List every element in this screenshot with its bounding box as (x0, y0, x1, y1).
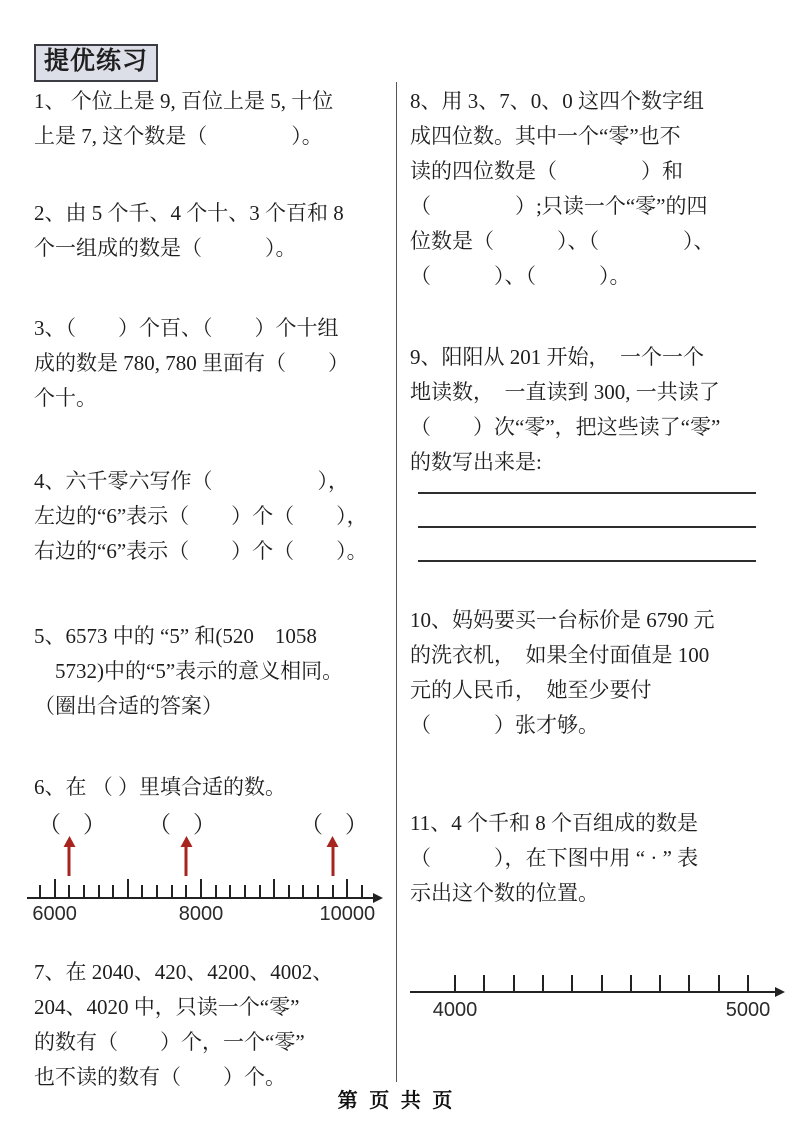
question-9-line-3: （ ）次“零”，把这些读了“零” (410, 415, 721, 439)
question-1-line-2: 上是 7, 这个数是（ ）。 (34, 124, 323, 148)
numberline-tick (483, 975, 485, 993)
numberline-tick (244, 885, 246, 899)
red-arrow-shaft (185, 847, 188, 876)
question-3-line-1: 3、（ ）个百、（ ）个十组 (34, 316, 339, 340)
numberline-tick (68, 885, 70, 899)
bracket-close: ） (193, 811, 216, 837)
question-11-line-2: （ ），在下图中用 “ · ” 表 (410, 846, 699, 870)
question-5-line-1: 5、6573 中的 “5” 和(520 1058 (34, 624, 317, 648)
question-5-line-3: （圈出合适的答案） (34, 694, 223, 718)
bracket-open: （ (300, 811, 323, 837)
question-7-line-4: 也不读的数有（ ）个。 (34, 1065, 286, 1089)
question-10-line-3: 元的人民币， 她至少要付 (410, 678, 652, 702)
question-7 (34, 955, 333, 1095)
numberline-axis (410, 991, 777, 993)
question-11-line-3: 示出这个数的位置。 (410, 881, 599, 905)
numberline-tick (273, 879, 275, 899)
question-9-line-2: 地读数， 一直读到 300, 一共读了 (410, 380, 720, 404)
numberline-label: 6000 (32, 903, 77, 925)
numberline-tick (141, 885, 143, 899)
question-5-line-2: 5732)中的“5”表示的意义相同。 (34, 659, 344, 683)
numberline-tick (454, 975, 456, 993)
numberline-label: 4000 (432, 999, 478, 1021)
question-7-line-3: 的数有（ ）个，一个“零” (34, 1030, 305, 1054)
question-9 (410, 340, 720, 480)
question-6-label: 6、在 （ ）里填合适的数。 (34, 775, 286, 799)
question-3-line-2: 成的数是 780, 780 里面有（ ） (34, 351, 349, 375)
numberline-tick (98, 885, 100, 899)
question-10-line-1: 10、妈妈要买一台标价是 6790 元 (410, 608, 715, 632)
bracket-open: （ (38, 811, 61, 837)
question-3 (34, 311, 349, 416)
numberline-tick (112, 885, 114, 899)
question-8-line-5: 位数是（ ）、（ ）、 (410, 229, 715, 253)
numberline-label: 10000 (319, 903, 376, 925)
numberline-tick (659, 975, 661, 993)
question-8-line-1: 8、用 3、7、0、0 这四个数字组 (410, 89, 704, 113)
red-arrow-head (180, 836, 192, 847)
numberline-tick (513, 975, 515, 993)
numberline-tick (54, 879, 56, 899)
bracket-close: ） (83, 811, 106, 837)
numberline-tick (259, 885, 261, 899)
numberline-tick (302, 885, 304, 899)
numberline-tick (542, 975, 544, 993)
question-5 (34, 619, 343, 724)
question-2-line-2: 个一组成的数是（ ）。 (34, 236, 297, 260)
question-2-line-1: 2、由 5 个千、4 个十、3 个百和 8 (34, 201, 344, 225)
numberline-tick (718, 975, 720, 993)
red-arrow-shaft (331, 847, 334, 876)
red-arrow-head (327, 836, 339, 847)
question-11-line-1: 11、4 个千和 8 个百组成的数是 (410, 811, 698, 835)
numberline-label: 5000 (725, 999, 771, 1021)
question-10-line-2: 的洗衣机， 如果全付面值是 100 (410, 643, 710, 667)
numberline-tick (200, 879, 202, 899)
question-10 (410, 603, 715, 743)
numberline-tick (156, 885, 158, 899)
question-1 (34, 84, 333, 154)
numberline-tick (215, 885, 217, 899)
question-8-line-6: （ ）、（ ）。 (410, 264, 631, 288)
question-9-line-1: 9、阳阳从 201 开始， 一个一个 (410, 345, 704, 369)
red-arrow-shaft (68, 847, 71, 876)
question-8 (410, 84, 715, 294)
numberline-arrowhead-icon (775, 987, 785, 997)
question-4-line-1: 4、六千零六写作（ ）， (34, 469, 349, 493)
worksheet-title: 提优练习 (34, 44, 158, 82)
numberline-tick (288, 885, 290, 899)
question-2 (34, 196, 344, 266)
numberline-tick (127, 879, 129, 899)
question-11 (410, 806, 698, 911)
question-4-line-3: 右边的“6”表示（ ）个（ ）。 (34, 539, 368, 563)
numberline-tick (630, 975, 632, 993)
answer-blank-line-2[interactable] (418, 526, 756, 528)
numberline-tick (317, 885, 319, 899)
red-arrow-marker-icon (326, 836, 339, 876)
numberline-tick (185, 885, 187, 899)
numberline-label: 8000 (178, 903, 224, 925)
numberline-arrowhead-icon (373, 893, 383, 903)
numberline-tick (361, 885, 363, 899)
numberline-4000-5000[interactable] (410, 955, 785, 1030)
question-6 (34, 770, 286, 805)
numberline-tick (688, 975, 690, 993)
question-3-line-3: 个十。 (34, 386, 97, 410)
question-8-line-4: （ ）;只读一个“零”的四 (410, 194, 708, 218)
question-4-line-2: 左边的“6”表示（ ）个（ ）， (34, 504, 368, 528)
numberline-tick (601, 975, 603, 993)
numberline-tick (39, 885, 41, 899)
red-arrow-marker-icon (180, 836, 193, 876)
page-footer: 第 页 共 页 (337, 1090, 456, 1112)
column-divider (396, 82, 397, 1082)
answer-blank-line-1[interactable] (418, 492, 756, 494)
bracket-close: ） (345, 811, 368, 837)
question-10-line-4: （ ）张才够。 (410, 713, 599, 737)
question-1-line-1: 1、 个位上是 9, 百位上是 5, 十位 (34, 89, 334, 113)
red-arrow-head (63, 836, 75, 847)
question-7-line-1: 7、在 2040、420、4200、4002、 (34, 960, 334, 984)
numberline-tick (332, 885, 334, 899)
question-7-line-2: 204、4020 中，只读一个“零” (34, 995, 300, 1019)
numberline-tick (571, 975, 573, 993)
numberline-tick (346, 879, 348, 899)
bracket-open: （ (148, 811, 171, 837)
red-arrow-marker-icon (63, 836, 76, 876)
question-9-line-4: 的数写出来是: (410, 450, 542, 474)
question-8-line-3: 读的四位数是（ ）和 (410, 159, 683, 183)
numberline-6000-10000[interactable] (27, 830, 383, 930)
numberline-tick (229, 885, 231, 899)
numberline-tick (83, 885, 85, 899)
numberline-tick (171, 885, 173, 899)
numberline-tick (747, 975, 749, 993)
question-4 (34, 464, 368, 569)
question-8-line-2: 成四位数。其中一个“零”也不 (410, 124, 681, 148)
answer-blank-line-3[interactable] (418, 560, 756, 562)
